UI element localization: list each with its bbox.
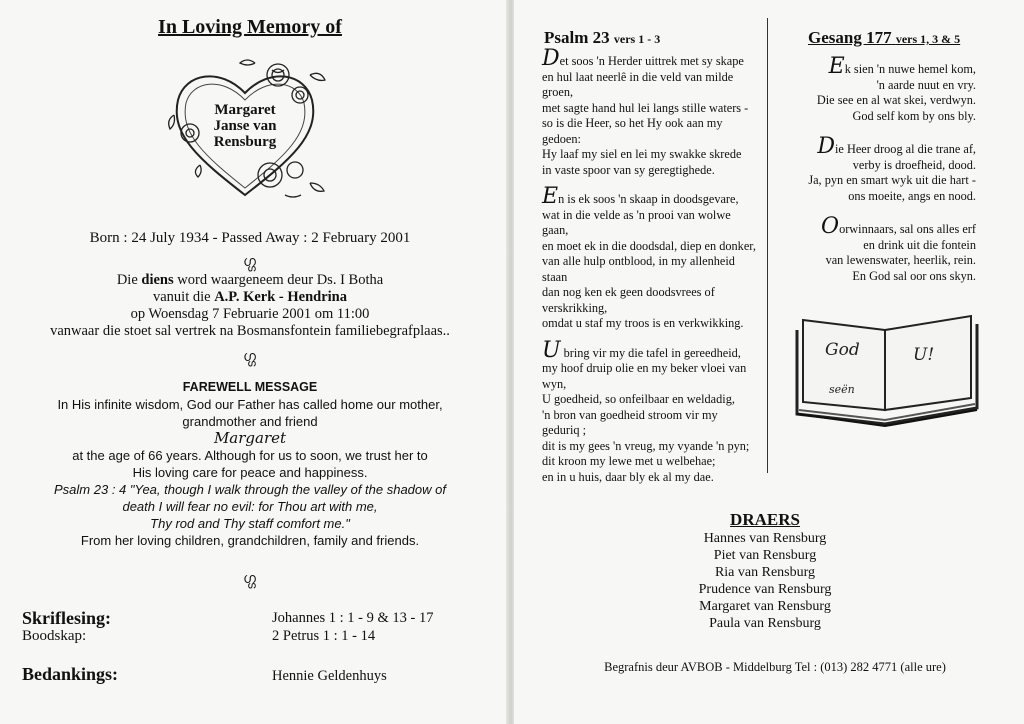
list-item: Hannes van Rensburg	[703, 531, 827, 546]
boodskap-label: Boodskap:	[22, 628, 87, 644]
psalm-stanza-1: Det soos 'n Herder uittrek met sy skape en hul laat neerlê in die veld van milde groen, met sagte hand hul lei langs stille waters - so is die Heer, so het Hy ook aan my gedoen: Hy laaf my siel en lei my swakke skrede in vaste spoor van sy geregtighede.	[542, 46, 749, 177]
boodskap-value: 2 Petrus 1 : 1 - 14	[272, 628, 376, 644]
bedankings-value: Hennie Geldenhuys	[272, 668, 387, 684]
book-text-left: God	[825, 340, 860, 360]
pallbearers	[600, 510, 930, 632]
column-divider	[767, 18, 768, 473]
ornament-divider: ഗ്ഗ	[243, 350, 257, 365]
left-page	[0, 0, 508, 724]
list-item: Prudence van Rensburg	[698, 582, 832, 597]
gesang-title: Gesang 177 vers 1, 3 & 5	[808, 28, 961, 47]
skriflesing-label: Skriflesing:	[22, 608, 112, 628]
ornament-divider: ഗ്ഗ	[243, 572, 257, 587]
gesang-text	[780, 54, 976, 294]
list-item: Paula van Rensburg	[709, 616, 821, 631]
gesang-stanza-2: Die Heer droog al die trane af, verby is droefheid, dood. Ja, pyn en smart wyk uit die hart - ons moeite, angs en nood.	[808, 134, 976, 203]
skriflesing-value: Johannes 1 : 1 - 9 & 13 - 17	[272, 610, 434, 626]
psalm-stanza-3: U bring vir my die tafel in gereedheid, my hoof druip olie en my beker vloei van wyn, U goedheid, so onfeilbaar en weldadig, 'n bron van goedheid stroom vir my geduriq ; dit is my gees 'n vreug, my vyande 'n pyn; dit kroon my lewe met u welbehae; en in u huis, daar bly ek al my dae.	[542, 337, 750, 484]
ornament-divider: ഗ്ഗ	[243, 255, 257, 270]
deceased-name: Margaret Janse van Rensburg	[213, 102, 277, 150]
farewell-message: FAREWELL MESSAGE In His infinite wisdom, God our Father has called home our mother, grandmother and friend Margaret at the age of 66 years. Although for us to soon, we trust her to His loving care for peace and happiness. Psalm 23 : 4 "Yea, though I walk through the valley of the shadow of death I will fear no evil: for Thou art with me, Thy rod and Thy staff comfort me." From her loving children, grandchildren, family and friends.	[0, 378, 500, 549]
bedankings-label: Bedankings:	[22, 664, 119, 684]
farewell-heading: FAREWELL MESSAGE	[182, 380, 318, 394]
service-details: Die diens word waargeneem deur Ds. I Botha vanuit die A.P. Kerk - Hendrina op Woensdag 7 Februarie 2001 om 11:00 vanwaar die stoet sal vertrek na Bosmansfontein familiebegrafplaas..	[50, 272, 450, 339]
book-text-bottom: seën	[829, 383, 855, 396]
gesang-stanza-1: Ek sien 'n nuwe hemel kom, 'n aarde nuut en vry. Die see en al wat skei, verdwyn. God self kom by ons bly.	[816, 54, 976, 123]
memorial-title: In Loving Memory of	[158, 16, 342, 38]
list-item: Ria van Rensburg	[714, 565, 816, 580]
book-text-right: U!	[913, 345, 935, 365]
script-name: Margaret	[213, 429, 287, 447]
psalm-title: Psalm 23 vers 1 - 3	[544, 28, 661, 47]
funeral-footer: Begrafnis deur AVBOB - Middelburg Tel : (013) 282 4771 (alle ure)	[604, 660, 946, 674]
list-item: Piet van Rensburg	[713, 548, 817, 563]
gesang-stanza-3: Oorwinnaars, sal ons alles erf en drink uit die fontein van lewenswater, heerlik, rein. En God sal oor ons skyn.	[821, 214, 976, 283]
list-item: Margaret van Rensburg	[699, 599, 831, 614]
psalm-stanza-2: En is ek soos 'n skaap in doodsgevare, wat in die velde as 'n prooi van wolwe gaan, en moet ek in die doodsdal, diep en donker, van alle hulp ontblood, in my allenheid staan dan nog ken ek geen doodsvrees of verskrikking, omdat u staf my troos is en verkwikking.	[542, 184, 756, 330]
open-book-icon	[795, 310, 980, 428]
draers-heading: DRAERS	[730, 510, 800, 529]
psalm-text	[542, 46, 764, 489]
dates-line: Born : 24 July 1934 - Passed Away : 2 February 2001	[89, 230, 411, 246]
